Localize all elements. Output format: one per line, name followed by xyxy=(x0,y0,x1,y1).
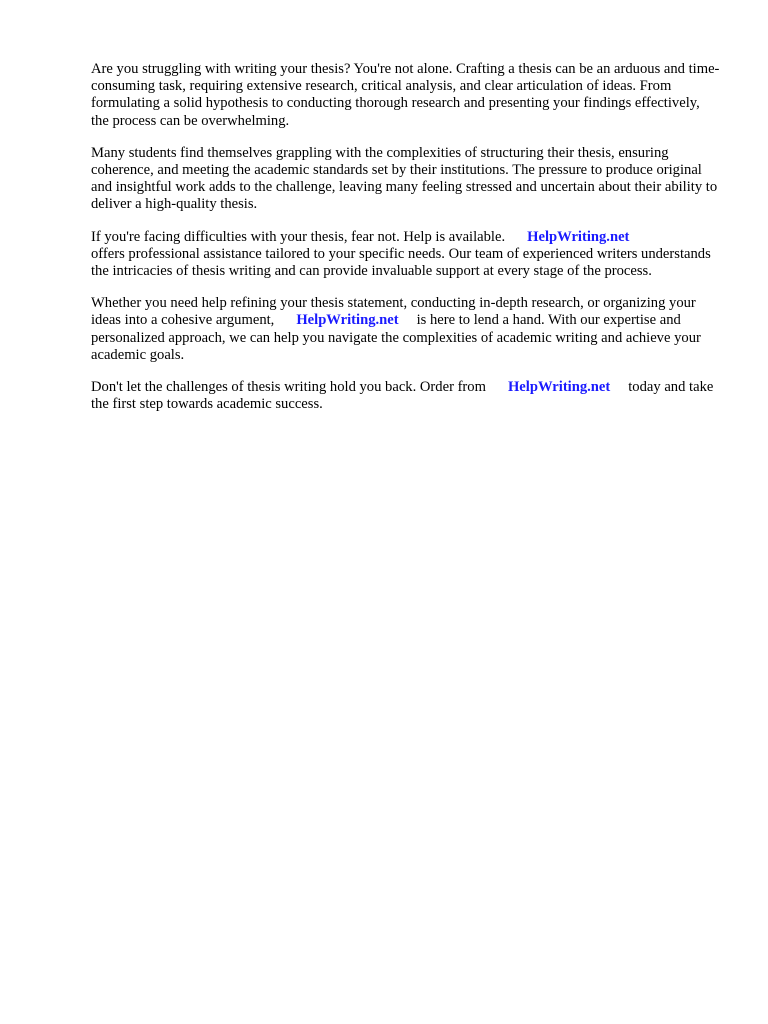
paragraph-intro xyxy=(91,61,721,130)
paragraph-services-text-before: Whether you need help refining your thesis statement, conducting in-depth research, or organizing your ideas into a cohesive argument, xyxy=(91,295,696,329)
paragraph-help-text-after: offers professional assistance tailored to your specific needs. Our team of experienced writers understands the intricacies of thesis writing and can provide invaluable support at every stage of the process. xyxy=(91,245,711,280)
document-body xyxy=(91,61,721,428)
paragraph-help-text-before: If you're facing difficulties with your thesis, fear not. Help is available. xyxy=(91,228,506,245)
paragraph-cta-text-before: Don't let the challenges of thesis writing hold you back. Order from xyxy=(91,379,486,396)
helpwriting-link-2[interactable]: HelpWriting.net xyxy=(296,312,399,329)
paragraph-services xyxy=(91,295,721,364)
paragraph-services-text-after: is here to lend a hand. With our expertise and personalized approach, we can help you navigate the complexities of academic writing and achieve your academic goals. xyxy=(91,312,701,363)
paragraph-help xyxy=(91,229,721,281)
paragraph-struggles-text: Many students find themselves grappling with the complexities of structuring their thesis, ensuring coherence, and meeting the academic standards set by their institutions. The pressure to produce original and insightful work adds to the challenge, leaving many feeling stressed and uncertain about their ability to deliver a high-quality thesis. xyxy=(91,144,718,213)
paragraph-intro-text: Are you struggling with writing your thesis? You're not alone. Crafting a thesis can be an arduous and time-consuming task, requiring extensive research, critical analysis, and clear articulation of ideas. From formulating a solid hypothesis to conducting thorough research and presenting your findings effectively, the process can be overwhelming. xyxy=(91,61,720,129)
helpwriting-link-3[interactable]: HelpWriting.net xyxy=(507,379,611,396)
paragraph-struggles xyxy=(91,145,721,214)
paragraph-cta xyxy=(91,379,721,413)
paragraph-cta-text-after: today and take the first step towards academic success. xyxy=(91,379,714,413)
helpwriting-link-1[interactable]: HelpWriting.net xyxy=(527,228,630,245)
